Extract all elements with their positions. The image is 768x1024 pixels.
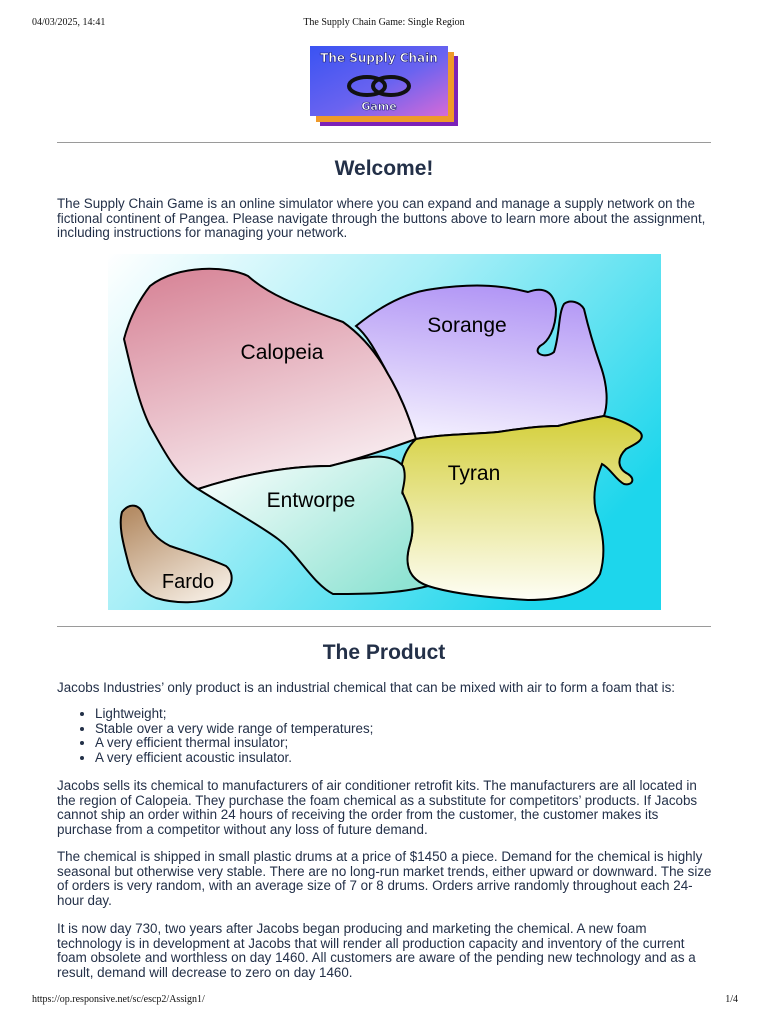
region-label-calopeia: Calopeia [240,341,324,364]
list-item: • A very efficient acoustic insulator. [95,751,735,766]
timeline-paragraph: It is now day 730, two years after Jacobs began producing and marketing the chemical. A new foam technology is in development at Jacobs that will render all production capacity and inventory of the current foam obsolete and worthless on day 1460. All customers are aware of the pending new technology and as a result, demand will decrease to zero on day 1460. [57,921,696,980]
print-footer [0,994,768,1008]
region-label-entworpe: Entworpe [266,489,356,512]
divider [57,142,711,143]
region-label-sorange: Sorange [427,314,507,337]
pangea-map [108,254,661,610]
product-intro: Jacobs Industries’ only product is an industrial chemical that can be mixed with air to form a foam that is: [57,680,675,695]
print-page-title: The Supply Chain Game: Single Region [303,17,465,28]
welcome-intro: The Supply Chain Game is an online simulator where you can expand and manage a supply network on the fictional continent of Pangea. Please navigate through the buttons above to learn more about the assignment, including instructions for managing your network. [57,196,706,241]
list-item: • Stable over a very wide range of temperatures; [95,722,735,737]
logo-title-line2: Game [361,100,397,113]
divider [57,626,711,627]
print-url: https://op.responsive.net/sc/escp2/Assign1/ [32,994,205,1005]
region-label-fardo: Fardo [161,571,215,593]
list-item: • A very efficient thermal insulator; [95,736,735,751]
product-heading: The Product [322,641,446,664]
welcome-heading: Welcome! [334,157,434,180]
supply-chain-game-logo [310,46,460,128]
print-datetime: 04/03/2025, 14:41 [32,17,106,28]
product-features-list [57,707,735,765]
list-item: • Lightweight; [95,707,735,722]
demand-paragraph: The chemical is shipped in small plastic drums at a price of $1450 a piece. Demand for the chemical is highly seasonal but otherwise very stable. There are no long-run market trends, either upward or downward. The size of orders is very random, with an average size of 7 or 8 drums. Orders arrive randomly throughout each 24-hour day. [57,849,712,908]
customers-paragraph: Jacobs sells its chemical to manufacturers of air conditioner retrofit kits. The manufacturers are all located in the region of Calopeia. They purchase the foam chemical as a substitute for competitors’ products. If Jacobs cannot ship an order within 24 hours of receiving the order from the customer, the customer makes its purchase from a competitor without any loss of future demand. [57,778,698,837]
region-label-tyran: Tyran [447,462,501,485]
print-header [0,17,768,31]
print-page-number: 1/4 [725,994,738,1005]
logo-title-line1: The Supply Chain [320,51,438,65]
